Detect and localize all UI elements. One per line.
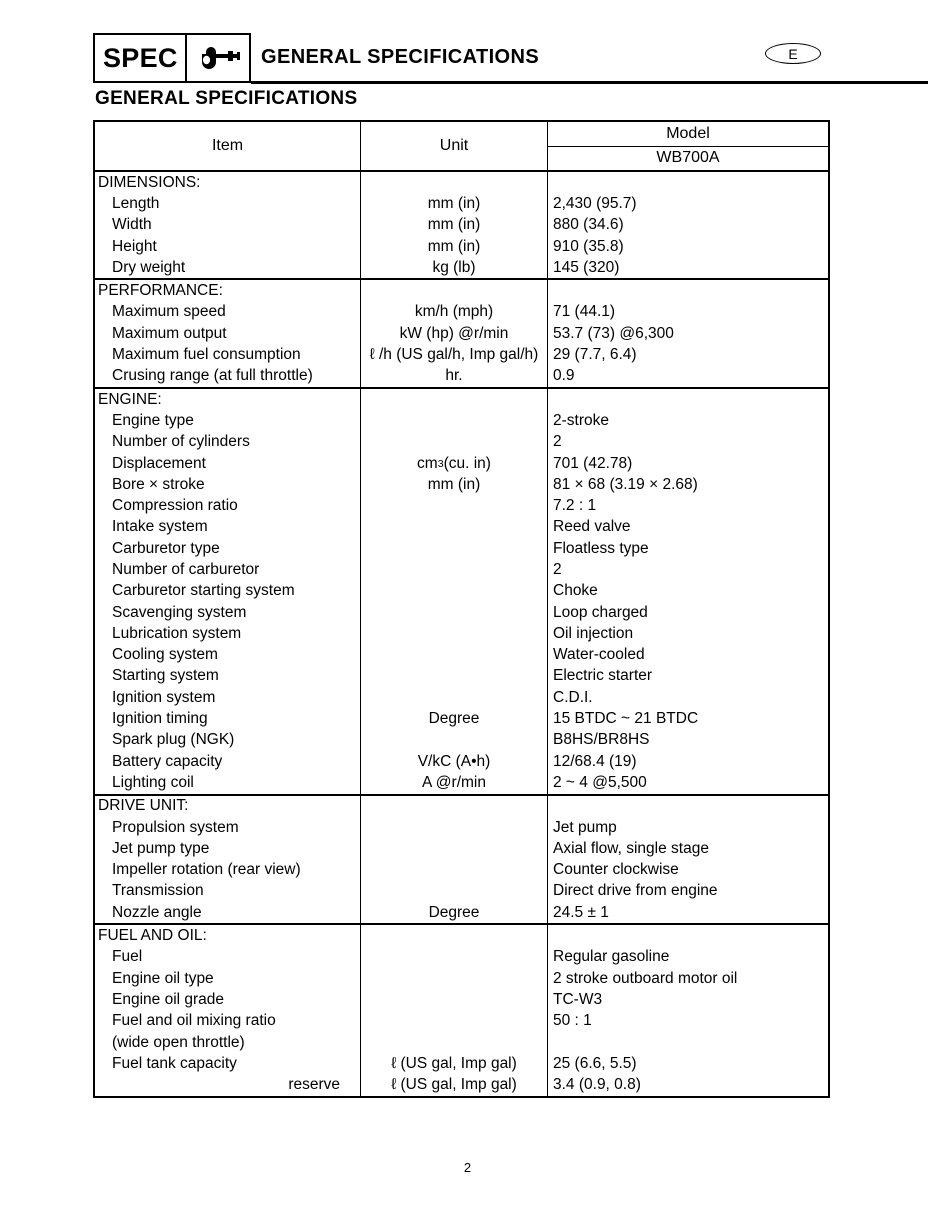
table-cell-unit (360, 559, 547, 580)
table-cell-unit: kg (lb) (360, 257, 547, 278)
table-cell-item: Length (112, 194, 160, 212)
table-cell-item: Maximum fuel consumption (112, 346, 301, 364)
table-cell-value (547, 1032, 828, 1053)
table-cell-unit (360, 881, 547, 902)
spec-badge (93, 33, 251, 83)
micrometer-icon (185, 35, 249, 81)
table-row (95, 751, 828, 772)
running-head-title: GENERAL SPECIFICATIONS (261, 46, 540, 68)
table-cell-value: 25 (6.6, 5.5) (547, 1053, 828, 1074)
table-cell-unit (360, 730, 547, 751)
table-cell-value: 145 (320) (547, 257, 828, 278)
table-cell-value: Loop charged (547, 602, 828, 623)
table-row (95, 236, 828, 257)
table-row (95, 1011, 828, 1032)
table-cell-value: 50 : 1 (547, 1011, 828, 1032)
table-cell-value (547, 925, 828, 946)
table-cell-value: 701 (42.78) (547, 453, 828, 474)
table-group (95, 389, 828, 796)
table-cell-unit (360, 495, 547, 516)
table-cell-item: reserve (288, 1076, 340, 1094)
table-cell-item: Lubrication system (112, 624, 242, 642)
table-cell-value: 81 × 68 (3.19 × 2.68) (547, 474, 828, 495)
table-cell-item: Fuel and oil mixing ratio (112, 1012, 276, 1030)
table-cell-unit: cm 3 (cu. in) (360, 453, 547, 474)
table-cell-value (547, 172, 828, 193)
table-cell-item: Ignition system (112, 688, 216, 706)
specifications-table (93, 120, 830, 1098)
table-cell-item: Crusing range (at full throttle) (112, 367, 313, 385)
table-cell-unit (360, 796, 547, 817)
table-cell-value (547, 280, 828, 301)
table-cell-value: 880 (34.6) (547, 215, 828, 236)
table-cell-item: Carburetor type (112, 539, 220, 557)
table-cell-item: Fuel tank capacity (112, 1054, 237, 1072)
table-row (95, 193, 828, 214)
column-header-item: Item (211, 137, 244, 154)
table-cell-unit (360, 989, 547, 1010)
table-cell-item: Propulsion system (112, 818, 239, 836)
table-row (95, 344, 828, 365)
table-cell-unit: V/kC (A•h) (360, 751, 547, 772)
table-row (95, 989, 828, 1010)
table-cell-item: Intake system (112, 518, 208, 536)
table-cell-value: Counter clockwise (547, 860, 828, 881)
table-cell-value: Jet pump (547, 817, 828, 838)
table-cell-value: Regular gasoline (547, 947, 828, 968)
table-cell-value (547, 796, 828, 817)
table-cell-item: DRIVE UNIT: (98, 797, 189, 815)
table-cell-unit: ℓ (US gal, Imp gal) (360, 1053, 547, 1074)
table-header (95, 122, 828, 172)
table-cell-item: Nozzle angle (112, 903, 202, 921)
table-cell-unit: ℓ /h (US gal/h, Imp gal/h) (360, 344, 547, 365)
table-cell-unit (360, 389, 547, 410)
table-row (95, 708, 828, 729)
table-cell-item: Fuel (112, 948, 143, 966)
table-cell-value: 71 (44.1) (547, 302, 828, 323)
table-row (95, 687, 828, 708)
table-cell-unit (360, 817, 547, 838)
table-cell-item: PERFORMANCE: (98, 282, 223, 300)
table-cell-item: Battery capacity (112, 752, 223, 770)
table-row (95, 280, 828, 301)
table-cell-unit: mm (in) (360, 474, 547, 495)
table-row (95, 838, 828, 859)
table-row (95, 215, 828, 236)
table-cell-unit (360, 1011, 547, 1032)
table-cell-item: Bore × stroke (112, 475, 205, 493)
table-cell-item: FUEL AND OIL: (98, 927, 207, 945)
table-cell-item: Displacement (112, 454, 206, 472)
table-cell-unit: A @r/min (360, 772, 547, 793)
table-cell-item: Starting system (112, 667, 219, 685)
table-cell-unit (360, 581, 547, 602)
table-cell-unit (360, 838, 547, 859)
table-cell-value: B8HS/BR8HS (547, 730, 828, 751)
table-cell-value: Choke (547, 581, 828, 602)
table-cell-item: Compression ratio (112, 497, 238, 515)
table-cell-item: Scavenging system (112, 603, 247, 621)
table-cell-item: Number of cylinders (112, 433, 250, 451)
table-cell-unit: km/h (mph) (360, 302, 547, 323)
table-cell-value: TC-W3 (547, 989, 828, 1010)
table-cell-value: 910 (35.8) (547, 236, 828, 257)
table-cell-value: 2 stroke outboard motor oil (547, 968, 828, 989)
table-row (95, 410, 828, 431)
table-cell-value: 2-stroke (547, 410, 828, 431)
table-cell-unit: mm (in) (360, 215, 547, 236)
table-cell-unit (360, 666, 547, 687)
table-cell-value: 2 (547, 432, 828, 453)
table-cell-item: Engine oil type (112, 969, 214, 987)
table-cell-value: C.D.I. (547, 687, 828, 708)
table-cell-item: Cooling system (112, 646, 218, 664)
table-cell-item: Jet pump type (112, 839, 210, 857)
table-cell-item: Lighting coil (112, 773, 194, 791)
table-cell-item: Engine type (112, 411, 194, 429)
table-row (95, 453, 828, 474)
table-cell-unit (360, 645, 547, 666)
table-cell-unit: mm (in) (360, 193, 547, 214)
table-cell-value: Floatless type (547, 538, 828, 559)
table-row (95, 302, 828, 323)
table-row (95, 517, 828, 538)
table-cell-item: Maximum speed (112, 303, 226, 321)
table-cell-value: Reed valve (547, 517, 828, 538)
table-cell-value: 53.7 (73) @6,300 (547, 323, 828, 344)
table-cell-unit: ℓ (US gal, Imp gal) (360, 1074, 547, 1095)
table-cell-unit (360, 925, 547, 946)
table-cell-value: 12/68.4 (19) (547, 751, 828, 772)
table-cell-value: Axial flow, single stage (547, 838, 828, 859)
column-header-model-value: WB700A (656, 149, 720, 167)
table-cell-item: Carburetor starting system (112, 582, 295, 600)
table-cell-item: Height (112, 237, 157, 255)
spec-badge-label: SPEC (103, 42, 178, 73)
table-cell-item: ENGINE: (98, 390, 162, 408)
table-cell-unit: kW (hp) @r/min (360, 323, 547, 344)
table-row (95, 581, 828, 602)
table-row (95, 730, 828, 751)
table-cell-value: 15 BTDC ~ 21 BTDC (547, 708, 828, 729)
table-row (95, 860, 828, 881)
table-cell-unit (360, 602, 547, 623)
table-cell-value: 2 (547, 559, 828, 580)
table-row (95, 1053, 828, 1074)
table-cell-unit (360, 947, 547, 968)
table-cell-unit (360, 623, 547, 644)
table-cell-value: 7.2 : 1 (547, 495, 828, 516)
table-cell-unit (360, 538, 547, 559)
table-row (95, 645, 828, 666)
table-cell-value: Oil injection (547, 623, 828, 644)
table-cell-value: 29 (7.7, 6.4) (547, 344, 828, 365)
table-cell-item: DIMENSIONS: (98, 173, 201, 191)
table-group (95, 925, 828, 1095)
language-badge: E (765, 43, 821, 64)
table-row (95, 602, 828, 623)
table-row (95, 389, 828, 410)
table-cell-item: Maximum output (112, 324, 227, 342)
table-row (95, 666, 828, 687)
table-cell-value: 2 ~ 4 @5,500 (547, 772, 828, 793)
table-row (95, 559, 828, 580)
table-row (95, 772, 828, 793)
page-title: GENERAL SPECIFICATIONS (95, 88, 358, 109)
table-cell-unit: Degree (360, 902, 547, 923)
table-cell-unit (360, 860, 547, 881)
table-row (95, 172, 828, 193)
table-cell-value: Water-cooled (547, 645, 828, 666)
table-row (95, 1074, 828, 1095)
table-group (95, 172, 828, 280)
table-cell-unit: Degree (360, 708, 547, 729)
running-head (93, 33, 835, 85)
table-row (95, 1032, 828, 1053)
table-row (95, 881, 828, 902)
table-group (95, 280, 828, 388)
table-cell-value: 3.4 (0.9, 0.8) (547, 1074, 828, 1095)
table-row (95, 538, 828, 559)
table-cell-value: Electric starter (547, 666, 828, 687)
table-row (95, 366, 828, 387)
table-cell-item: (wide open throttle) (112, 1033, 245, 1051)
table-row (95, 257, 828, 278)
table-row (95, 323, 828, 344)
table-body (95, 172, 828, 1096)
table-cell-value: 24.5 ± 1 (547, 902, 828, 923)
table-cell-unit (360, 687, 547, 708)
table-row (95, 902, 828, 923)
table-cell-unit (360, 432, 547, 453)
table-row (95, 947, 828, 968)
table-row (95, 925, 828, 946)
table-cell-item: Impeller rotation (rear view) (112, 861, 301, 879)
table-row (95, 968, 828, 989)
page-number: 2 (463, 1160, 472, 1175)
table-cell-unit (360, 172, 547, 193)
table-row (95, 623, 828, 644)
table-cell-item: Spark plug (NGK) (112, 731, 235, 749)
table-cell-item: Number of carburetor (112, 560, 260, 578)
table-cell-unit: hr. (360, 366, 547, 387)
table-cell-value: 0.9 (547, 366, 828, 387)
table-cell-item: Transmission (112, 882, 204, 900)
table-cell-item: Engine oil grade (112, 990, 225, 1008)
column-header-model-label: Model (548, 122, 828, 147)
table-cell-unit (360, 410, 547, 431)
table-cell-value: 2,430 (95.7) (547, 193, 828, 214)
column-header-unit: Unit (360, 122, 547, 170)
table-cell-unit (360, 968, 547, 989)
table-row (95, 817, 828, 838)
table-row (95, 495, 828, 516)
table-cell-item: Dry weight (112, 258, 186, 276)
table-cell-unit: mm (in) (360, 236, 547, 257)
table-group (95, 796, 828, 926)
table-row (95, 796, 828, 817)
table-row (95, 474, 828, 495)
table-cell-value: Direct drive from engine (547, 881, 828, 902)
table-cell-unit (360, 280, 547, 301)
table-cell-unit (360, 517, 547, 538)
column-header-model (547, 122, 828, 170)
table-cell-value (547, 389, 828, 410)
table-cell-unit (360, 1032, 547, 1053)
table-cell-item: Ignition timing (112, 710, 208, 728)
table-header-row (95, 122, 828, 170)
table-cell-item: Width (112, 216, 152, 234)
running-head-rule (251, 81, 928, 84)
table-row (95, 432, 828, 453)
